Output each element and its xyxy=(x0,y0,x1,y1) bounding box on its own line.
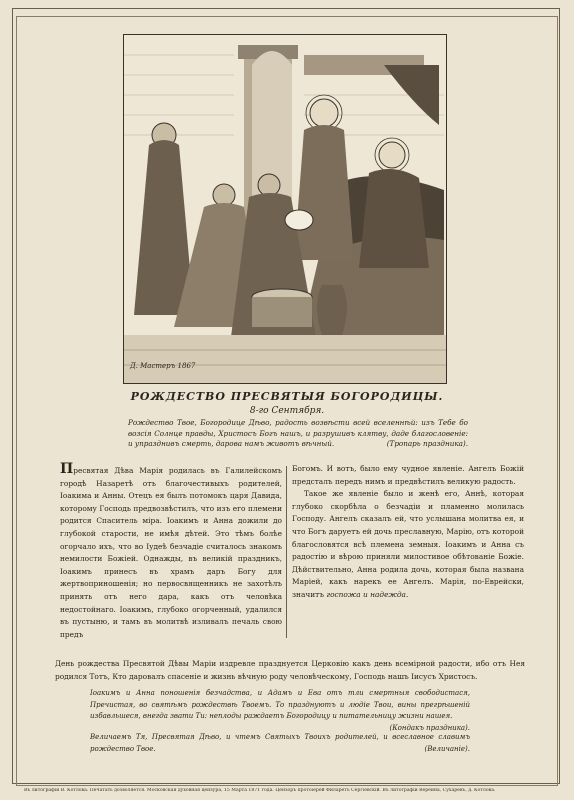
bottom-paragraph: День рождества Пресвятой Дѣвы Маріи издревле празднуется Церковію какъ день всемірной радости, ибо отъ Нея родился Тотъ, Кто даровалъ спасеніе и жизнь вѣчную роду человѣческому, Господь нашъ Іисусъ Христосъ. xyxy=(55,659,525,681)
column-divider xyxy=(286,466,287,638)
megalynarion-block xyxy=(90,732,470,755)
left-column-text: ресвятая Дѣва Марія родилась въ Галилейскомъ городѣ Назаретѣ отъ благочестивыхъ родителей, Іоакима и Анны. Отецъ ея былъ потомокъ царя Давида, которому Господь предвозвѣстилъ, что изъ его племени родится Спаситель міра. Іоакимъ и Анна дожили до глубокой старости, не имѣя дѣтей. Это тѣмъ болѣе огорчало ихъ, что во Іудеѣ безчадіе считалось знакомъ немилости Божіей. Однажды, въ великій праздникъ, Іоакимъ принесъ въ храмъ даръ Богу для жертвоприношенія; но первосвященникъ не захотѣлъ принять отъ него дара, какъ отъ человѣка недостойнаго. Іоакимъ, глубоко огорченный, удалился въ пустыню, и тамъ въ молитвѣ изливалъ печаль свою предъ xyxy=(60,466,282,639)
troparion-block xyxy=(128,418,468,450)
page-title: РОЖДЕСТВО ПРЕСВЯТЫЯ БОГОРОДИЦЫ. xyxy=(130,390,444,403)
right-column xyxy=(292,463,524,602)
kontakion-text: Іоакимъ и Анна поношенія безчадства, и Адамъ и Ева отъ тли смертныя свободистася, Пречистая, во святѣмъ рождествѣ Твоемъ. То празднуютъ и людіе Твои, вины прегрѣшеній избавльшеся, внегда звати Ти: неплоды раждаетъ Богородицу и питательницу жизни нашея. xyxy=(90,689,470,720)
right-paragraph-2-end: госпожа и надежда. xyxy=(326,589,409,599)
printer-colophon: Въ литографіи В. Котлова. Печатать дозволяется. Московская духовная цензура, 15 Марта 1871 года. Цензоръ протоіерей Филаретъ Сергіевскій. Въ литографіи Вереина, Сухаревъ, д. Котлова. xyxy=(24,788,496,793)
troparion-ref: (Тропарь праздника). xyxy=(386,439,468,448)
megalynarion-text: Величаемъ Тя, Пресвятая Дѣво, и чтемъ Святыхъ Твоихъ родителей, и всеславное славимъ рождество Твое. xyxy=(90,733,470,753)
engraving-illustration xyxy=(124,35,446,383)
right-paragraph-2: Такое же явленіе было и женѣ его, Аннѣ, которая глубоко скорбѣла о безчадіи и пламенно молилась Господу. Ангелъ сказалъ ей, что услышана молитва ея, и что Богъ даруетъ ей дочь преславную, Марію, отъ которой благословятся всѣ племена земныя. Іоакимъ и Анна съ радостію и вѣрою приняли милостивое обѣтованіе Божіе. Дѣйствительно, Анна родила дочь, которая была названа Маріей, какъ нарекъ ее Ангелъ. Марія, по-Еврейски, значитъ xyxy=(292,489,524,599)
right-paragraph-1: Богомъ. И вотъ, было ему чудное явленіе. Ангелъ Божій предсталъ передъ нимъ и предвѣстилъ великую радость. xyxy=(292,464,524,486)
kontakion-ref: (Кондакъ праздника). xyxy=(389,723,470,732)
megalynarion-ref: (Величаніе). xyxy=(424,744,470,753)
artist-signature: Д. Мастеръ 1867 xyxy=(130,362,196,370)
feast-date: 8-го Сентября. xyxy=(249,406,325,416)
drop-cap: П xyxy=(60,461,74,477)
left-column xyxy=(60,463,282,641)
kontakion-block xyxy=(90,688,470,734)
nativity-engraving xyxy=(123,34,447,384)
troparion-text: Рождество Твое, Богородице Дѣво, радость возвѣсти всей вселеннѣй: изъ Тебе бо возсія Солнце правды, Христосъ Богъ нашъ, и разрушивъ клятву, даде благословеніе: и упразднивъ смерть, дарова намъ животъ вѣчный. xyxy=(128,418,468,448)
